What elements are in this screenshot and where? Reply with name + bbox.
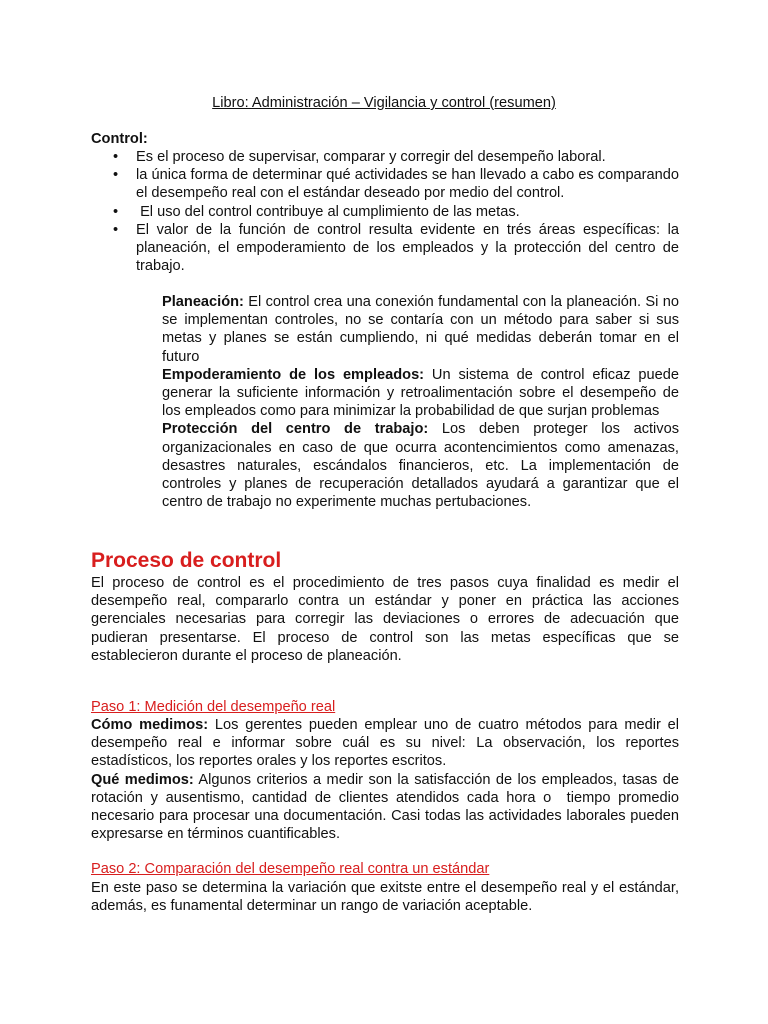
paso2-heading: Paso 2: Comparación del desempeño real contra un estándar <box>91 861 490 877</box>
list-item <box>91 203 679 221</box>
paso1-como-text: Los gerentes pueden emplear uno de cuatro métodos para medir el desempeño real e informar sobre cuál es su nivel: La observación, los reportes estadísticos, los reportes orales y los reportes escritos. <box>91 717 679 770</box>
area-text: El control crea una conexión fundamental con la planeación. Si no se implementan controles, no se contaría con un método para saber si sus metas y planes se están cumpliendo, ni qué medidas deberán tomar en el futuro <box>162 294 679 365</box>
area-paragraph-proteccion <box>162 420 679 511</box>
bullet-icon: • <box>113 167 119 184</box>
list-item-text: El valor de la función de control resulta evidente en trés áreas específicas: la planeación, el empoderamiento de los empleados y la protección del centro de trabajo. <box>136 221 679 275</box>
list-item-text: la única forma de determinar qué actividades se han llevado a cabo es comparando el desempeño real con el estándar deseado por medio del control. <box>136 167 679 202</box>
paso1-que-term: Qué medimos: <box>91 771 194 788</box>
document-title: Libro: Administración – Vigilancia y control (resumen) <box>212 95 556 111</box>
bullet-icon: • <box>113 221 119 238</box>
control-bullet-list <box>91 148 679 275</box>
list-item <box>91 166 679 202</box>
control-areas-block <box>162 293 679 511</box>
proceso-body: El proceso de control es el procedimiento de tres pasos cuya finalidad es medir el desempeño real, compararlo contra un estándar y poner en práctica las acciones gerenciales necesarias para corregir las deviaciones o errores de adecuación que pudieran presentarse. El proceso de control son las metas específicas que se establecieron durante el proceso de planeación. <box>91 575 679 664</box>
area-paragraph-planeacion <box>162 293 679 366</box>
paso1-heading: Paso 1: Medición del desempeño real <box>91 699 336 715</box>
bullet-icon: • <box>113 203 119 220</box>
proceso-heading: Proceso de control <box>91 549 282 572</box>
paso1-como-paragraph <box>91 716 679 771</box>
control-heading: Control: <box>91 131 148 147</box>
list-item <box>91 221 679 276</box>
paso1-body <box>91 716 684 843</box>
bullet-icon: • <box>113 149 119 165</box>
area-text: Un sistema de control eficaz puede generar la suficiente información y retroalimentación sobre el desempeño de los empleados como para minimizar la probabilidad de que surjan problemas <box>162 366 679 420</box>
paso2-body: En este paso se determina la variación que exitste entre el desempeño real y el estándar, además, es funamental determinar un rango de variación aceptable. <box>91 880 679 915</box>
list-item <box>91 148 679 166</box>
area-text: Los deben proteger los activos organizacionales en caso de que ocurra acontencimientos como amenazas, desastres naturales, escándalos financieros, etc. La implementación de controles y planes de recuperación detallados ayudará a garantizar que el centro de trabajo no experimente muchas pertubaciones. <box>162 421 679 511</box>
area-term: Protección del centro de trabajo: <box>162 421 429 438</box>
paso1-como-term: Cómo medimos: <box>91 717 209 733</box>
area-term: Empoderamiento de los empleados: <box>162 366 425 383</box>
list-item-text: Es el proceso de supervisar, comparar y corregir del desempeño laboral. <box>136 149 606 165</box>
list-item-text: El uso del control contribuye al cumplimiento de las metas. <box>136 203 520 220</box>
area-paragraph-empoderamiento <box>162 366 679 421</box>
paso1-que-text: Algunos criterios a medir son la satisfacción de los empleados, tasas de rotación y ausentismo, cantidad de clientes atendidos cada hora o tiempo promedio necesario para procesar una documentación. Casi todas las actividades laborales pueden expresarse en términos cuantificables. <box>91 771 684 843</box>
paso1-que-paragraph <box>91 771 684 844</box>
area-term: Planeación: <box>162 294 244 310</box>
